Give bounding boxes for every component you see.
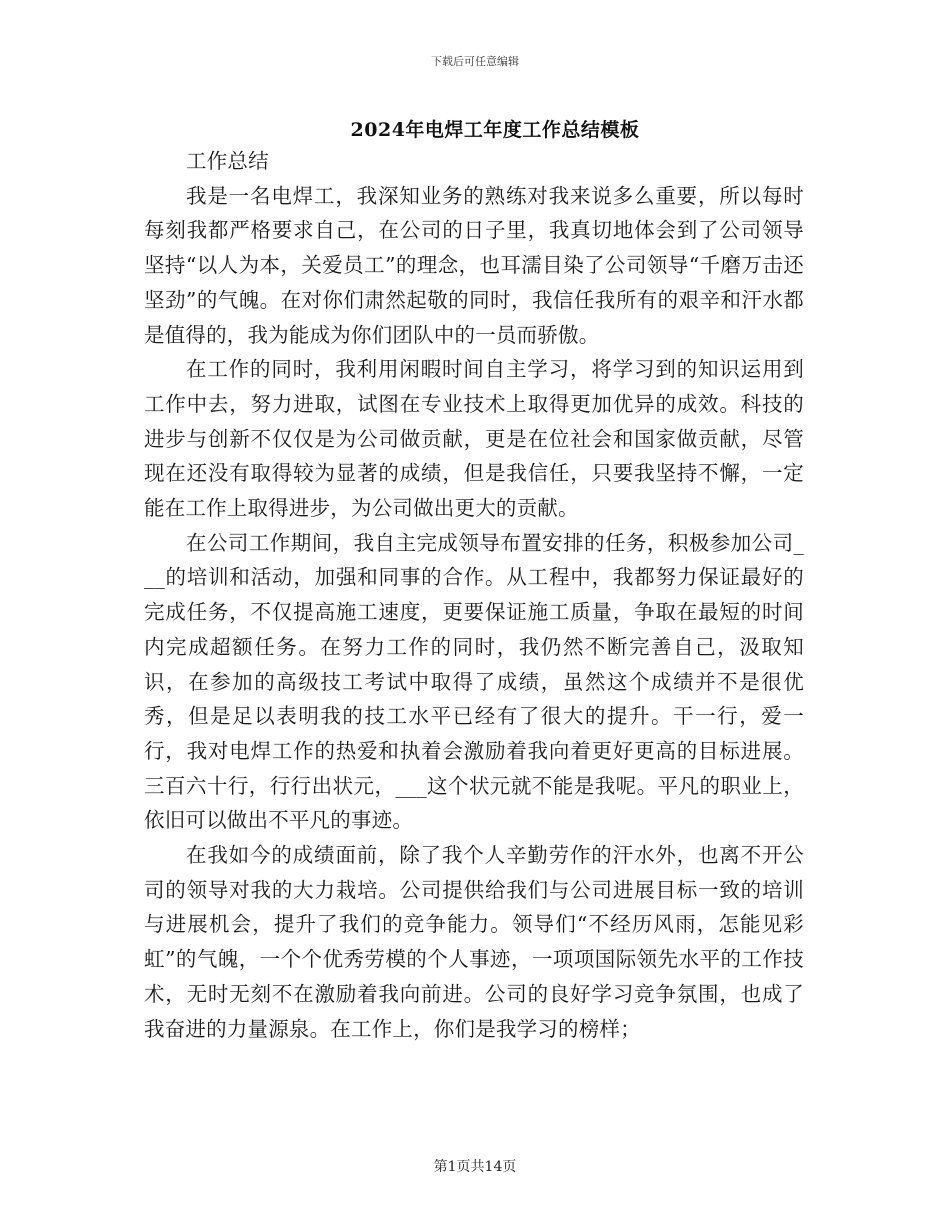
paragraph: 在我如今的成绩面前，除了我个人辛勤劳作的汗水外，也离不开公司的领导对我的大力栽培。公司提供给我们与公司进展目标一致的培训与进展机会，提升了我们的竞争能力。领导们“不经历风雨，怎能见彩虹”的气魄，一个个优秀劳模的个人事迹，一项项国际领先水平的工作技术，无时无刻不在激励着我向前进。公司的良好学习竞争氛围，也成了我奋进的力量源泉。在工作上，你们是我学习的榜样；: [144, 843, 804, 1041]
document-title: 2024年电焊工年度工作总结模板: [350, 119, 640, 141]
paragraph: 在工作的同时，我利用闲暇时间自主学习，将学习到的知识运用到工作中去，努力进取，试图在专业技术上取得更加优异的成效。科技的进步与创新不仅仅是为公司做贡献，更是在位社会和国家做贡献，尽管现在还没有取得较为显著的成绩，但是我信任，只要我坚持不懈，一定能在工作上取得进步，为公司做出更大的贡献。: [144, 357, 804, 521]
section-heading: 工作总结: [186, 149, 269, 173]
page-footer: 第1页共14页: [433, 1159, 517, 1175]
document-body: [144, 144, 804, 1046]
header-note: 下载后可任意编辑: [431, 55, 519, 68]
paragraph: 我是一名电焊工，我深知业务的熟练对我来说多么重要，所以每时每刻我都严格要求自己，在公司的日子里，我真切地体会到了公司领导坚持“以人为本，关爱员工”的理念，也耳濡目染了公司领导“千磨万击还坚劲”的气魄。在对你们肃然起敬的同时，我信任我所有的艰辛和汗水都是值得的，我为能成为你们团队中的一员而骄傲。: [144, 183, 804, 347]
paragraph: 在公司工作期间，我自主完成领导布置安排的任务，积极参加公司___的培训和活动，加强和同事的合作。从工程中，我都努力保证最好的完成任务，不仅提高施工速度，更要保证施工质量，争取在最短的时间内完成超额任务。在努力工作的同时，我仍然不断完善自己，汲取知识，在参加的高级技工考试中取得了成绩，虽然这个成绩并不是很优秀，但是足以表明我的技工水平已经有了很大的提升。干一行，爱一行，我对电焊工作的热爱和执着会激励着我向着更好更高的目标进展。三百六十行，行行出状元，___这个状元就不能是我呢。平凡的职业上，依旧可以做出不平凡的事迹。: [144, 530, 804, 833]
